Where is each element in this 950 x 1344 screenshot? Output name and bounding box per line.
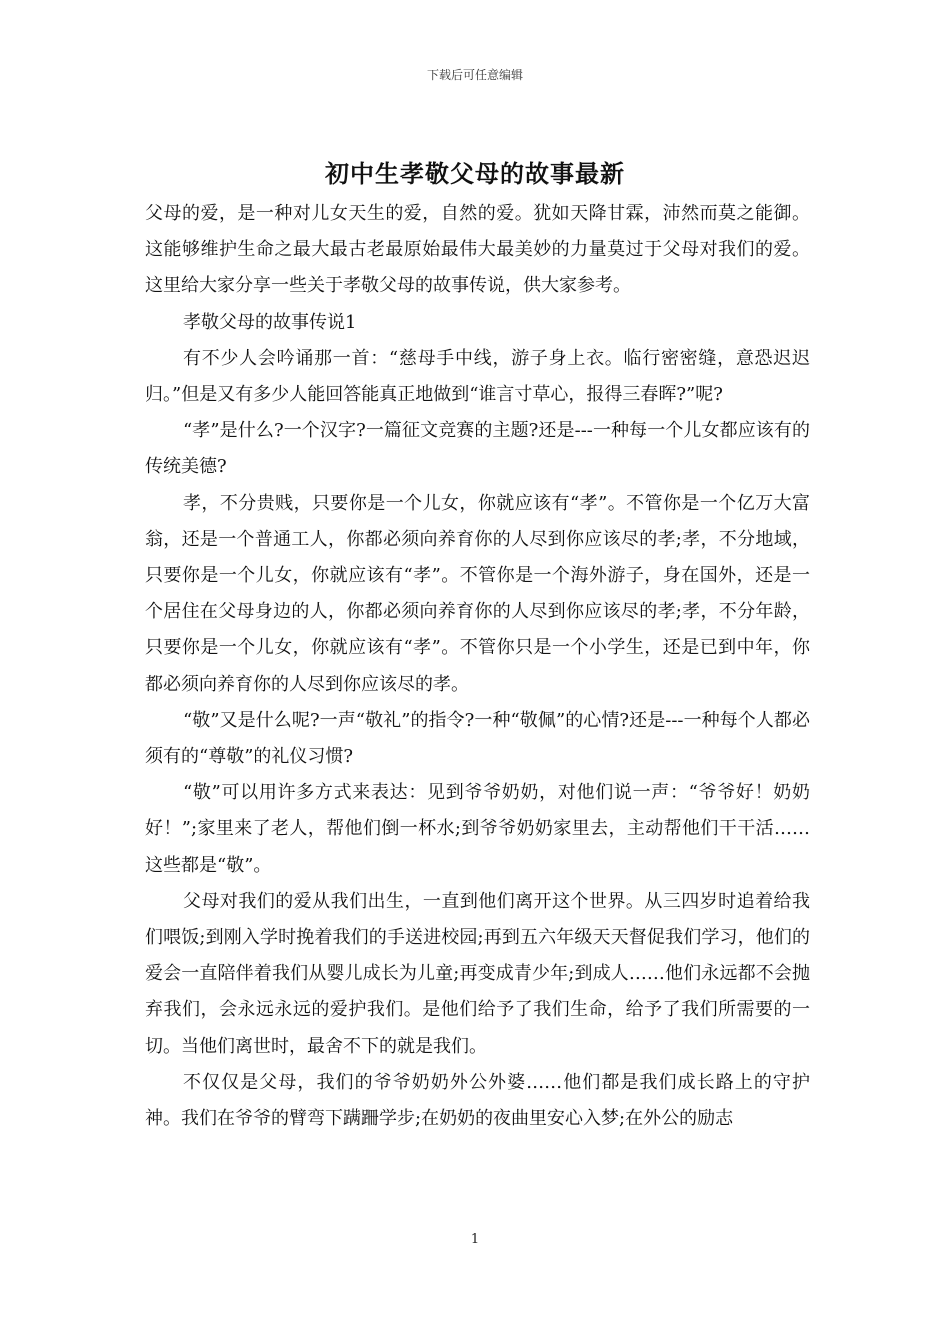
paragraph: 不仅仅是父母，我们的爷爷奶奶外公外婆……他们都是我们成长路上的守护神。我们在爷爷的臂弯下蹒跚学步;在奶奶的夜曲里安心入梦;在外公的励志 xyxy=(145,1071,810,1130)
page-header-note: 下载后可任意编辑 xyxy=(426,68,523,82)
paragraph: “敬”可以用许多方式来表达：见到爷爷奶奶，对他们说一声：“爷爷好！奶奶好！”;家里来了老人，帮他们倒一杯水;到爷爷奶奶家里去，主动帮他们干干活……这些都是“敬”。 xyxy=(145,782,810,876)
paragraph: 孝，不分贵贱，只要你是一个儿女，你就应该有“孝”。不管你是一个亿万大富翁，还是一个普通工人，你都必须向养育你的人尽到你应该尽的孝;孝，不分地域，只要你是一个儿女，你就应该有“孝”。不管你是一个海外游子，身在国外，还是一个居住在父母身边的人，你都必须向养育你的人尽到你应该尽的孝;孝，不分年龄，只要你是一个儿女，你就应该有“孝”。不管你只是一个小学生，还是已到中年，你都必须向养育你的人尽到你应该尽的孝。 xyxy=(145,492,810,695)
paragraph: 父母对我们的爱从我们出生，一直到他们离开这个世界。从三四岁时追着给我们喂饭;到刚入学时挽着我们的手送进校园;再到五六年级天天督促我们学习，他们的爱会一直陪伴着我们从婴儿成长为儿童;再变成青少年;到成人……他们永远都不会抛弃我们，会永远永远的爱护我们。是他们给予了我们生命，给予了我们所需要的一切。当他们离世时，最舍不下的就是我们。 xyxy=(145,890,810,1057)
document-title: 初中生孝敬父母的故事最新 xyxy=(325,159,625,188)
paragraph: 有不少人会吟诵那一首：“慈母手中线，游子身上衣。临行密密缝，意恐迟迟归。”但是又有多少人能回答能真正地做到“谁言寸草心，报得三春晖?”呢? xyxy=(145,347,810,406)
paragraph-intro: 父母的爱，是一种对儿女天生的爱，自然的爱。犹如天降甘霖，沛然而莫之能御。这能够维护生命之最大最古老最原始最伟大最美妙的力量莫过于父母对我们的爱。这里给大家分享一些关于孝敬父母的故事传说，供大家参考。 xyxy=(145,203,810,297)
section-heading: 孝敬父母的故事传说1 xyxy=(183,311,357,333)
paragraph: “孝”是什么?一个汉字?一篇征文竞赛的主题?还是---一种每一个儿女都应该有的传统美德? xyxy=(145,420,810,478)
document-body xyxy=(145,196,810,1137)
page-number: 1 xyxy=(470,1232,480,1247)
paragraph: “敬”又是什么呢?一声“敬礼”的指令?一种“敬佩”的心情?还是---一种每个人都必须有的“尊敬”的礼仪习惯? xyxy=(145,709,810,768)
